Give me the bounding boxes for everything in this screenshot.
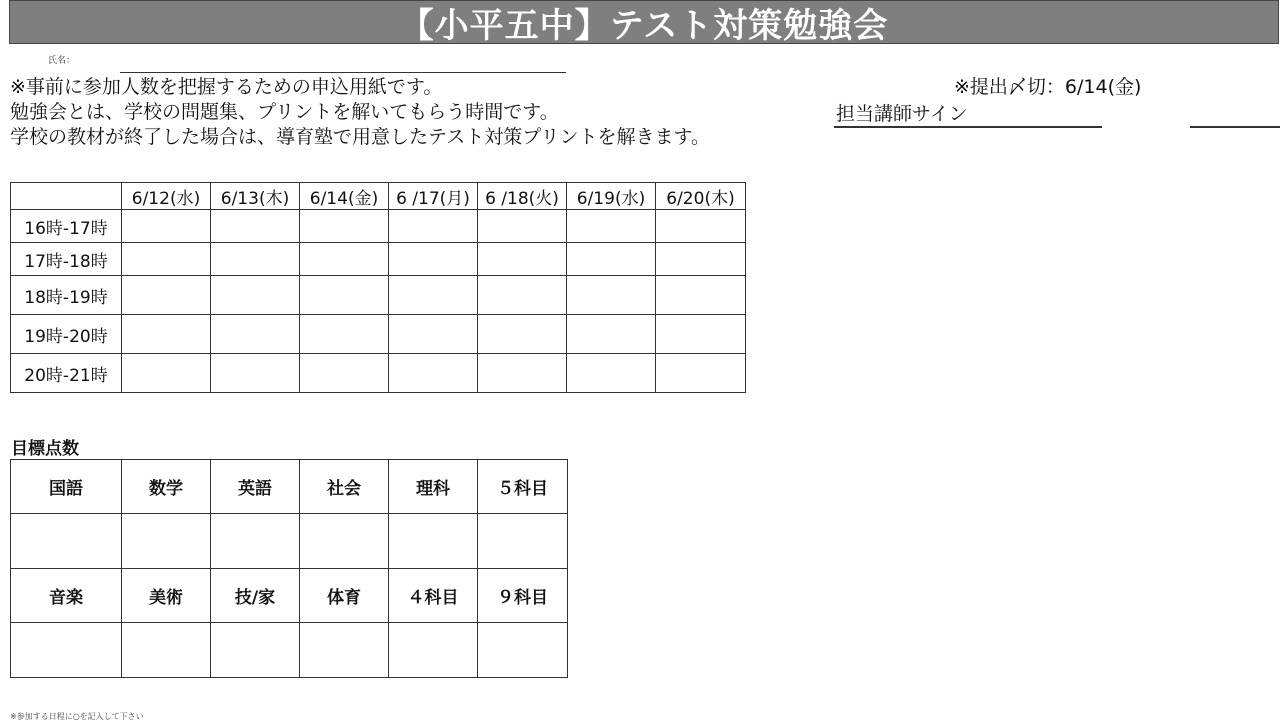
schedule-cell[interactable] <box>122 210 211 243</box>
schedule-cell[interactable] <box>656 354 746 393</box>
schedule-row <box>11 315 746 354</box>
instructor-sign-line-extension <box>1190 126 1280 128</box>
schedule-date-header: 6/13(木) <box>211 183 300 210</box>
goal-score-cell[interactable] <box>11 623 122 678</box>
goal-subject-label: 音楽 <box>11 569 122 623</box>
goal-score-cell[interactable] <box>122 623 211 678</box>
schedule-time-label: 20時-21時 <box>11 354 122 393</box>
schedule-cell[interactable] <box>478 354 567 393</box>
schedule-cell[interactable] <box>122 354 211 393</box>
schedule-corner-cell <box>11 183 122 210</box>
schedule-cell[interactable] <box>300 210 389 243</box>
deadline-text: ※提出〆切：6/14(金) <box>954 76 1142 98</box>
instructor-sign-line[interactable] <box>834 126 1102 128</box>
goal-score-row <box>11 514 568 569</box>
schedule-table <box>10 182 746 393</box>
goal-subject-label: ４科目 <box>389 569 478 623</box>
schedule-cell[interactable] <box>211 315 300 354</box>
schedule-cell[interactable] <box>567 276 656 315</box>
schedule-cell[interactable] <box>389 315 478 354</box>
name-input-line[interactable] <box>120 72 566 73</box>
schedule-cell[interactable] <box>656 276 746 315</box>
schedule-cell[interactable] <box>567 354 656 393</box>
schedule-cell[interactable] <box>567 315 656 354</box>
schedule-date-header: 6/12(水) <box>122 183 211 210</box>
goal-subject-label: 国語 <box>11 460 122 514</box>
goal-score-row <box>11 623 568 678</box>
goal-subject-label: 数学 <box>122 460 211 514</box>
schedule-cell[interactable] <box>122 276 211 315</box>
schedule-row <box>11 276 746 315</box>
schedule-cell[interactable] <box>389 243 478 276</box>
schedule-cell[interactable] <box>389 276 478 315</box>
schedule-time-label: 17時-18時 <box>11 243 122 276</box>
goal-score-cell[interactable] <box>389 514 478 569</box>
goal-subject-label: 体育 <box>300 569 389 623</box>
schedule-cell[interactable] <box>300 354 389 393</box>
schedule-cell[interactable] <box>300 315 389 354</box>
schedule-time-label: 18時-19時 <box>11 276 122 315</box>
schedule-cell[interactable] <box>122 243 211 276</box>
goal-subject-label: 理科 <box>389 460 478 514</box>
schedule-time-label: 19時-20時 <box>11 315 122 354</box>
schedule-cell[interactable] <box>478 276 567 315</box>
schedule-cell[interactable] <box>389 354 478 393</box>
goal-score-cell[interactable] <box>122 514 211 569</box>
schedule-cell[interactable] <box>656 210 746 243</box>
goal-score-cell[interactable] <box>389 623 478 678</box>
schedule-time-label: 16時-17時 <box>11 210 122 243</box>
goal-score-cell[interactable] <box>478 514 568 569</box>
schedule-date-header: 6 /18(火) <box>478 183 567 210</box>
schedule-cell[interactable] <box>656 243 746 276</box>
goal-subject-row <box>11 569 568 623</box>
schedule-cell[interactable] <box>389 210 478 243</box>
schedule-cell[interactable] <box>478 243 567 276</box>
schedule-row <box>11 354 746 393</box>
goal-subject-row <box>11 460 568 514</box>
goal-score-cell[interactable] <box>11 514 122 569</box>
schedule-row <box>11 243 746 276</box>
goal-score-cell[interactable] <box>211 514 300 569</box>
schedule-cell[interactable] <box>211 276 300 315</box>
schedule-cell[interactable] <box>478 315 567 354</box>
schedule-cell[interactable] <box>211 210 300 243</box>
schedule-cell[interactable] <box>211 243 300 276</box>
schedule-date-header: 6/20(木) <box>656 183 746 210</box>
goal-score-cell[interactable] <box>211 623 300 678</box>
goal-subject-label: 技/家 <box>211 569 300 623</box>
goal-subject-label: ９科目 <box>478 569 568 623</box>
schedule-cell[interactable] <box>211 354 300 393</box>
goal-score-cell[interactable] <box>300 514 389 569</box>
instructor-sign-label: 担当講師サイン <box>836 103 968 125</box>
schedule-cell[interactable] <box>300 276 389 315</box>
goal-score-cell[interactable] <box>478 623 568 678</box>
note-line-1: ※事前に参加人数を把握するための申込用紙です。 <box>10 76 443 98</box>
name-label: 氏名： <box>48 56 76 66</box>
goal-score-cell[interactable] <box>300 623 389 678</box>
schedule-cell[interactable] <box>122 315 211 354</box>
schedule-row <box>11 210 746 243</box>
schedule-date-header: 6/19(水) <box>567 183 656 210</box>
goal-subject-label: 社会 <box>300 460 389 514</box>
goals-heading: 目標点数 <box>11 439 79 459</box>
schedule-cell[interactable] <box>656 315 746 354</box>
goal-score-table <box>10 459 568 678</box>
note-line-3: 学校の教材が終了した場合は、導育塾で用意したテスト対策プリントを解きます。 <box>10 126 710 148</box>
goal-subject-label: 美術 <box>122 569 211 623</box>
goal-subject-label: 英語 <box>211 460 300 514</box>
page-title: 【小平五中】テスト対策勉強会 <box>399 5 889 46</box>
schedule-cell[interactable] <box>567 210 656 243</box>
goal-subject-label: ５科目 <box>478 460 568 514</box>
schedule-cell[interactable] <box>567 243 656 276</box>
schedule-cell[interactable] <box>300 243 389 276</box>
schedule-date-header: 6/14(金) <box>300 183 389 210</box>
schedule-header-row <box>11 183 746 210</box>
note-line-2: 勉強会とは、学校の問題集、プリントを解いてもらう時間です。 <box>10 101 559 123</box>
schedule-date-header: 6 /17(月) <box>389 183 478 210</box>
schedule-cell[interactable] <box>478 210 567 243</box>
title-bar <box>9 0 1279 44</box>
footer-note: ※参加する日程に○を記入して下さい <box>10 712 144 721</box>
